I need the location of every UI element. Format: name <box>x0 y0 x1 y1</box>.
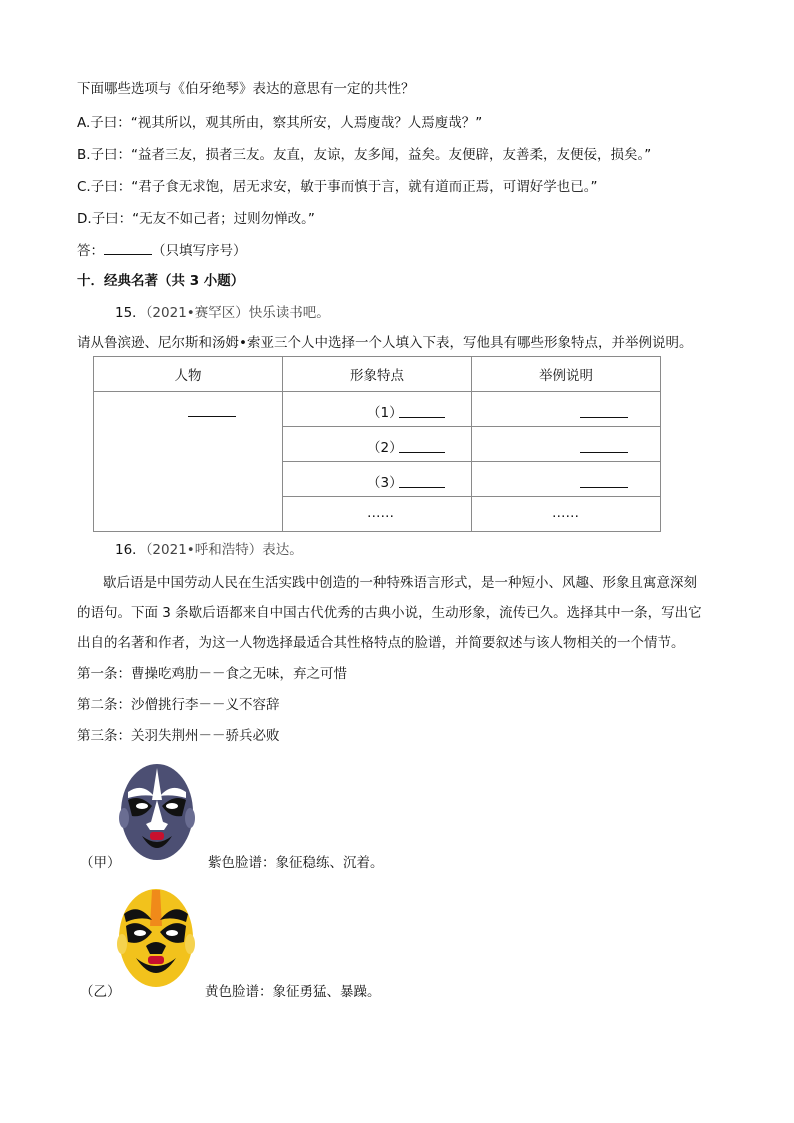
trait-number: （1） <box>367 405 403 421</box>
option-text: 子曰：“无友不如己者；过则勿惮改。” <box>91 211 315 227</box>
trait-number: （2） <box>367 440 403 456</box>
example-cell <box>472 427 661 462</box>
option-label: B. <box>77 147 91 163</box>
mask-tag-jia: （甲） <box>80 855 121 871</box>
trait-blank[interactable] <box>399 438 445 453</box>
character-table <box>93 356 661 532</box>
trait-cell <box>283 497 472 532</box>
trait-blank[interactable] <box>399 403 445 418</box>
saying-item: 第三条：关羽失荆州－－骄兵必败 <box>77 728 280 744</box>
q16-source: （2021•呼和浩特）表达。 <box>145 542 303 558</box>
q16-paragraph-line: 出自的名著和作者，为这一人物选择最适合其性格特点的脸谱，并简要叙述与该人物相关的一个情节。 <box>77 635 685 651</box>
option-d <box>77 210 315 228</box>
option-label: D. <box>77 211 92 227</box>
option-b <box>77 146 651 164</box>
q15-header <box>115 304 330 322</box>
option-text: 子曰：“君子食无求饱，居无求安，敏于事而慎于言，就有道而正焉，可谓好学也已。” <box>90 179 598 195</box>
answer-prefix: 答： <box>77 243 104 259</box>
q16-number: 16． <box>115 542 146 558</box>
example-cell <box>472 392 661 427</box>
header-character: 人物 <box>94 357 283 392</box>
q15-source: （2021•赛罕区）快乐读书吧。 <box>145 305 330 321</box>
example-cell <box>472 462 661 497</box>
saying-item: 第二条：沙僧挑行李－－义不容辞 <box>77 697 280 713</box>
example-blank[interactable] <box>580 473 628 488</box>
header-example: 举例说明 <box>472 357 661 392</box>
trait-cell <box>283 392 472 427</box>
header-trait: 形象特点 <box>283 357 472 392</box>
question-intro: 下面哪些选项与《伯牙绝琴》表达的意思有一定的共性？ <box>77 81 415 97</box>
trait-cell <box>283 427 472 462</box>
table-row <box>94 392 661 427</box>
trait-blank[interactable] <box>399 473 445 488</box>
yellow-opera-mask-icon <box>112 884 200 996</box>
answer-line <box>77 240 247 260</box>
trait-ellipsis: …… <box>367 505 394 521</box>
trait-number: （3） <box>367 475 403 491</box>
q15-prompt: 请从鲁滨逊、尼尔斯和汤姆•索亚三个人中选择一个人填入下表，写他具有哪些形象特点，并举例说明。 <box>77 335 693 351</box>
option-text: 子曰：“益者三友，损者三友。友直，友谅，友多闻，益矣。友便辟，友善柔，友便佞，损矣。” <box>90 147 652 163</box>
option-a <box>77 114 482 132</box>
saying-item: 第一条：曹操吃鸡肋－－食之无味，弃之可惜 <box>77 666 347 682</box>
option-label: A. <box>77 115 91 131</box>
answer-blank[interactable] <box>104 240 152 255</box>
option-text: 子曰：“视其所以，观其所由，察其所安，人焉廋哉？人焉廋哉？” <box>90 115 483 131</box>
mask-caption-yellow: 黄色脸谱：象征勇猛、暴躁。 <box>205 984 381 1000</box>
example-blank[interactable] <box>580 438 628 453</box>
mask-tag-yi: （乙） <box>80 984 121 1000</box>
answer-suffix: （只填写序号） <box>152 243 247 259</box>
section-title: 十．经典名著（共 3 小题） <box>77 273 245 289</box>
q16-paragraph-line: 歇后语是中国劳动人民在生活实践中创造的一种特殊语言形式，是一种短小、风趣、形象且寓意深刻 <box>103 575 697 591</box>
example-cell <box>472 497 661 532</box>
option-label: C. <box>77 179 91 195</box>
trait-cell <box>283 462 472 497</box>
example-blank[interactable] <box>580 403 628 418</box>
character-blank[interactable] <box>188 402 236 417</box>
mask-caption-purple: 紫色脸谱：象征稳练、沉着。 <box>208 855 384 871</box>
example-ellipsis: …… <box>552 505 579 521</box>
q15-number: 15． <box>115 305 146 321</box>
option-c <box>77 178 597 196</box>
q16-paragraph-line: 的语句。下面 3 条歇后语都来自中国古代优秀的古典小说，生动形象，流传已久。选择其中一条，写出它 <box>77 605 702 621</box>
purple-opera-mask-icon <box>114 760 200 870</box>
character-cell <box>94 392 283 532</box>
table-header-row <box>94 357 661 392</box>
q16-header <box>115 541 303 559</box>
